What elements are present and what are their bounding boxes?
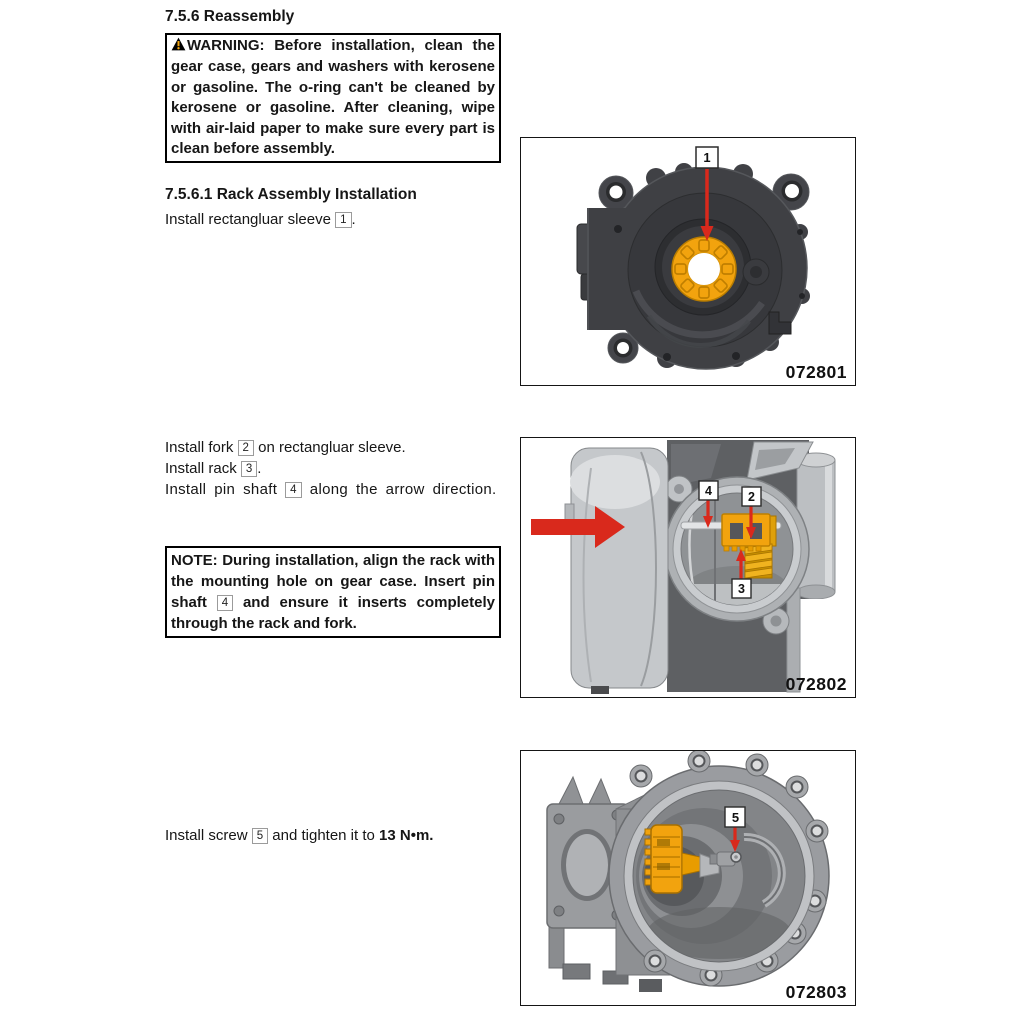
instruction-rack: [165, 458, 501, 479]
callout-label-5: 5: [731, 810, 740, 825]
callout-label-1: 1: [703, 150, 711, 165]
instruction-text: Install fork: [165, 439, 238, 456]
callout-ref-1: 1: [335, 212, 351, 228]
figure-072801-frame: [520, 137, 856, 386]
instruction-steps: [165, 437, 501, 500]
instruction-text: .: [351, 211, 356, 228]
section-title: 7.5.6 Reassembly: [165, 8, 295, 25]
warning-box: [165, 33, 501, 163]
callout-ref-4: 4: [285, 482, 302, 498]
instruction-sleeve: [165, 209, 505, 230]
figure-number: 072801: [785, 362, 847, 382]
instruction-text: Install rack: [165, 460, 241, 477]
instruction-text: along the arrow direction.: [301, 481, 497, 498]
figure-072802-frame: [520, 437, 856, 698]
figure-number: 072802: [785, 674, 847, 694]
callout-ref-4-note: 4: [217, 595, 233, 611]
callout-ref-3: 3: [241, 461, 257, 477]
torque-value: 13 N•m.: [379, 827, 434, 844]
callout-ref-2: 2: [238, 440, 254, 456]
note-text: and ensure it inserts completely through the rack and fork.: [171, 594, 495, 632]
figure-072803-frame: [520, 750, 856, 1006]
warning-text: Before installation, clean the gear case, gears and washers with kerosene or gasoline. The o-ring can't be cleaned by kerosene or gasoline. After cleaning, wipe with air-laid paper to make sure every part is clean before assembly.: [171, 37, 495, 158]
note-box: [165, 546, 501, 638]
instruction-text: Install screw: [165, 827, 252, 844]
callout-label-4: 4: [705, 484, 712, 498]
callout-label-2: 2: [748, 490, 755, 504]
instruction-text: and tighten it to: [268, 827, 380, 844]
subsection-title: 7.5.6.1 Rack Assembly Installation: [165, 186, 417, 203]
gear-case-side-view: [565, 440, 841, 694]
figure-number: 072803: [785, 982, 847, 1002]
fork-part: [722, 514, 770, 551]
instruction-text: Install pin shaft: [165, 481, 286, 498]
warning-triangle-icon: [171, 37, 186, 57]
figure-072801-illustration: [521, 138, 854, 384]
instruction-text: Install rectangluar sleeve: [165, 211, 336, 228]
instruction-screw: [165, 825, 510, 846]
callout-ref-5: 5: [252, 828, 268, 844]
callout-label-3: 3: [738, 582, 745, 596]
figure-072803-illustration: [521, 751, 854, 1004]
instruction-text: .: [257, 460, 262, 477]
instruction-fork: [165, 437, 501, 458]
figure-072802-illustration: [521, 438, 854, 696]
instruction-text: on rectangluar sleeve.: [253, 439, 406, 456]
note-text: NOTE: During installation, align the rack with the mounting hole on gear case. Insert pin shaft: [171, 552, 495, 611]
rectangular-sleeve-part: [672, 237, 736, 301]
instruction-pin-shaft: [165, 479, 501, 500]
warning-label: WARNING:: [187, 37, 265, 54]
